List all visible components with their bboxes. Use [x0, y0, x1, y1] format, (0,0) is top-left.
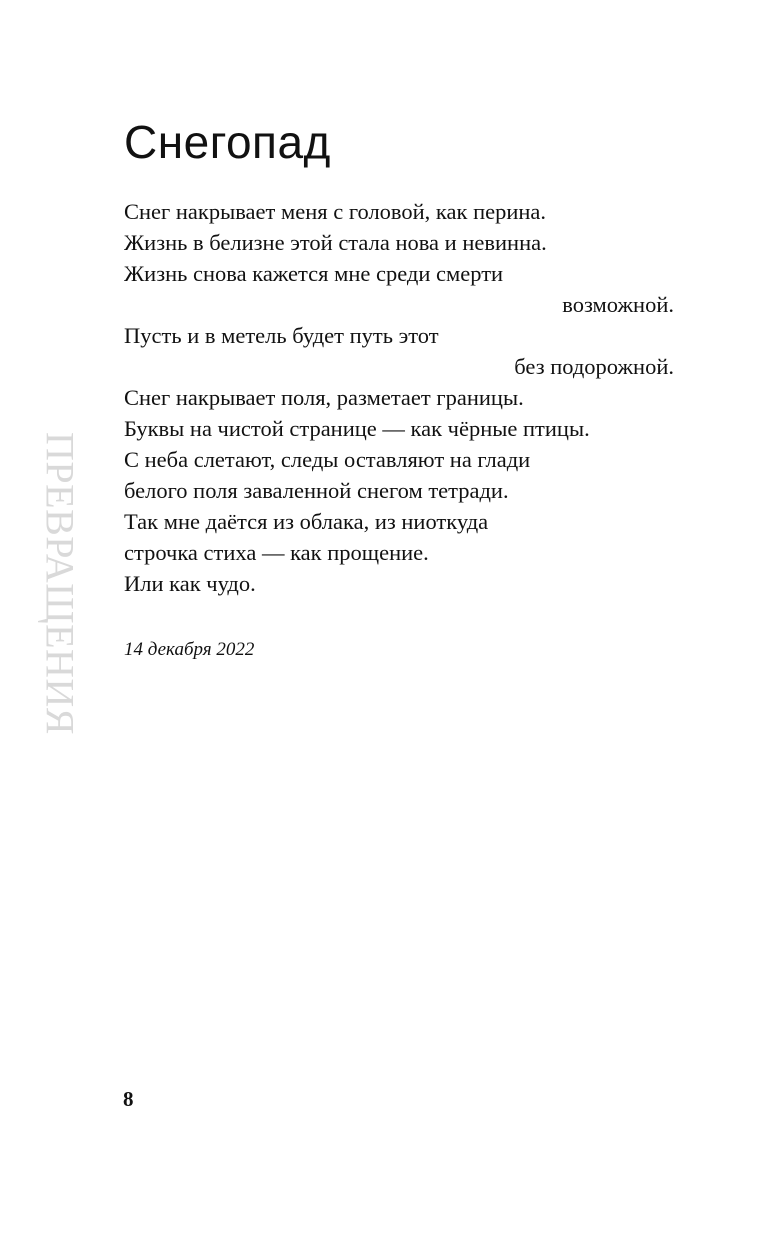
poem-line: Жизнь в белизне этой стала нова и невинна.	[124, 230, 547, 255]
poem-line: Так мне даётся из облака, из ниоткуда	[124, 509, 489, 534]
poem-line: Пусть и в метель будет путь этот	[124, 323, 439, 348]
page-number: 8	[123, 1087, 134, 1111]
poem-title: Снегопад	[124, 116, 331, 168]
poem-line: строчка стиха — как прощение.	[124, 540, 429, 565]
poem-line: Жизнь снова кажется мне среди смерти	[124, 261, 504, 286]
poem-line: С неба слетают, следы оставляют на глади	[124, 447, 531, 472]
poem-line: белого поля заваленной снегом тетради.	[124, 478, 509, 503]
poem-line: Снег накрывает меня с головой, как перина.	[124, 199, 547, 224]
poem-date: 14 декабря 2022	[124, 639, 255, 660]
poem-line: Буквы на чистой странице — как чёрные птицы.	[124, 416, 590, 441]
section-side-title	[38, 388, 82, 778]
poem-body	[124, 196, 674, 599]
poem-line: Снег накрывает поля, разметает границы.	[124, 385, 524, 410]
poem-line: без подорожной.	[514, 354, 674, 379]
poem-line: Или как чудо.	[124, 571, 256, 596]
poem-line: возможной.	[562, 292, 674, 317]
section-side-title-text: ПРЕВРАЩЕНИЯ	[37, 431, 83, 735]
